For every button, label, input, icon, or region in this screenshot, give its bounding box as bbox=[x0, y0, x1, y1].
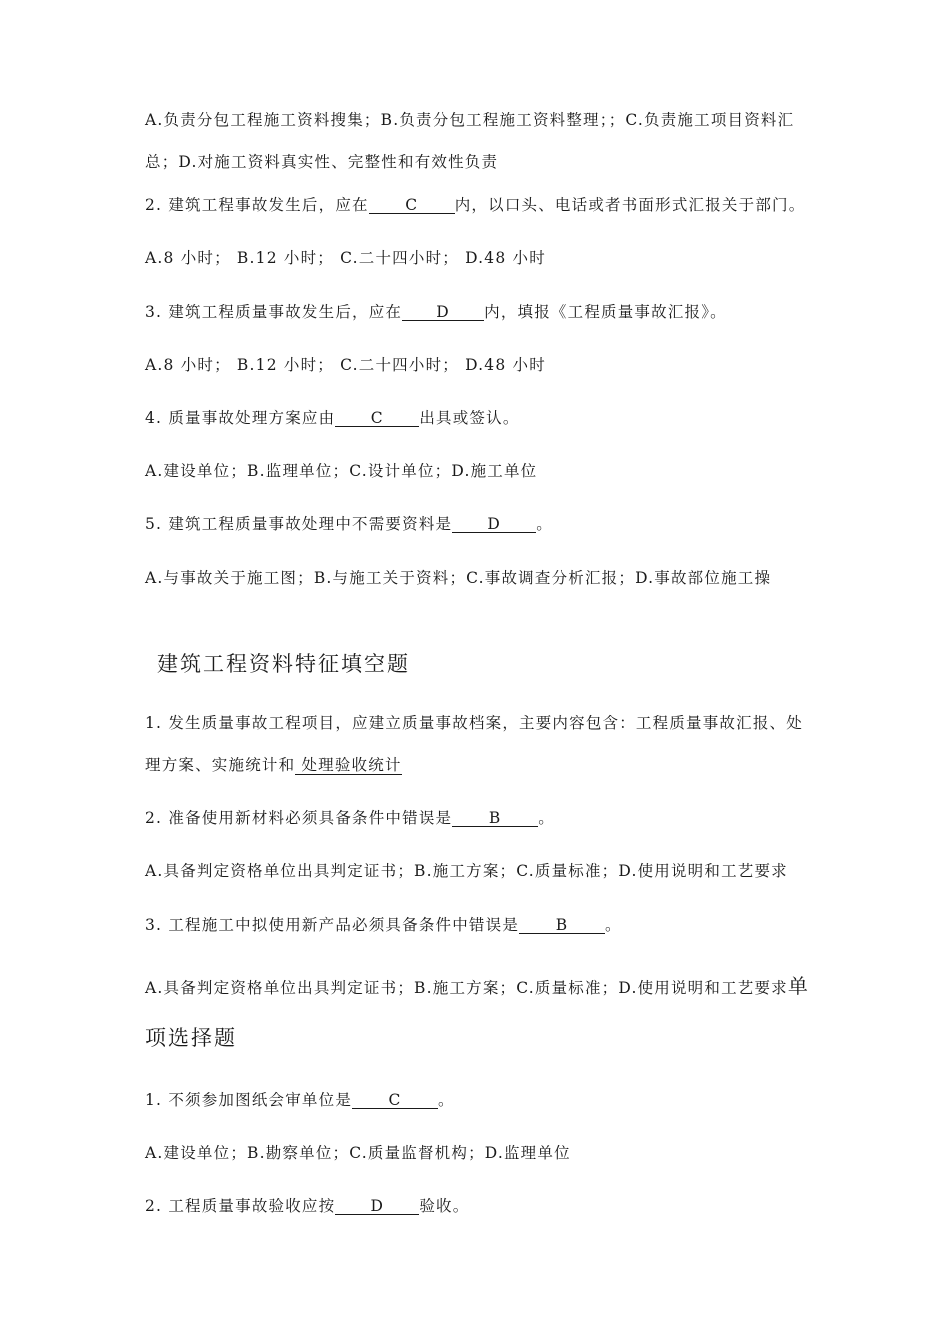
answer-blank: B bbox=[519, 917, 605, 934]
answer-blank: D bbox=[452, 516, 536, 533]
question-2-options: A.8 小时； B.12 小时； C.二十四小时； D.48 小时 bbox=[145, 249, 546, 267]
fill-question-1-line-1: 1. 发生质量事故工程项目，应建立质量事故档案，主要内容包含：工程质量事故汇报、处 bbox=[145, 714, 803, 732]
question-5: 5. 建筑工程质量事故处理中不需要资料是 D 。 bbox=[145, 515, 553, 533]
answer-underline: 处理验收统计 bbox=[295, 756, 402, 774]
choice-question-1-options: A.建设单位；B.勘察单位；C.质量监督机构；D.监理单位 bbox=[145, 1144, 571, 1162]
question-4-options: A.建设单位；B.监理单位；C.设计单位；D.施工单位 bbox=[145, 462, 538, 480]
choice-question-2: 2. 工程质量事故验收应按 D 验收。 bbox=[145, 1197, 470, 1215]
section-heading-single-choice: 项选择题 bbox=[145, 1026, 237, 1050]
option-line-2: 总；D.对施工资料真实性、完整性和有效性负责 bbox=[145, 153, 499, 171]
fill-question-2: 2. 准备使用新材料必须具备条件中错误是 B 。 bbox=[145, 809, 555, 827]
answer-blank: B bbox=[452, 810, 538, 827]
choice-question-1: 1. 不须参加图纸会审单位是 C 。 bbox=[145, 1091, 455, 1109]
question-5-options: A.与事故关于施工图；B.与施工关于资料；C.事故调查分析汇报；D.事故部位施工操 bbox=[145, 569, 772, 587]
answer-blank: C bbox=[369, 197, 455, 214]
section-heading-fill-blank: 建筑工程资料特征填空题 bbox=[157, 652, 410, 676]
answer-blank: C bbox=[335, 410, 419, 427]
option-line-1: A.负责分包工程施工资料搜集；B.负责分包工程施工资料整理；；C.负责施工项目资料汇 bbox=[145, 111, 795, 129]
fill-question-3: 3. 工程施工中拟使用新产品必须具备条件中错误是 B 。 bbox=[145, 916, 622, 934]
fill-question-2-options: A.具备判定资格单位出具判定证书；B.施工方案；C.质量标准；D.使用说明和工艺要求 bbox=[145, 862, 788, 880]
fill-question-1-line-2: 理方案、实施统计和 处理验收统计 bbox=[145, 756, 402, 774]
question-4: 4. 质量事故处理方案应由 C 出具或签认。 bbox=[145, 409, 520, 427]
question-3: 3. 建筑工程质量事故发生后，应在 D 内，填报《工程质量事故汇报》。 bbox=[145, 303, 727, 321]
fill-question-3-options: A.具备判定资格单位出具判定证书；B.施工方案；C.质量标准；D.使用说明和工艺要求单 bbox=[145, 974, 810, 998]
answer-blank: D bbox=[402, 304, 484, 321]
answer-blank: C bbox=[352, 1092, 438, 1109]
answer-blank: D bbox=[335, 1198, 419, 1215]
question-2: 2. 建筑工程事故发生后，应在 C 内，以口头、电话或者书面形式汇报关于部门。 bbox=[145, 196, 806, 214]
question-3-options: A.8 小时； B.12 小时； C.二十四小时； D.48 小时 bbox=[145, 356, 546, 374]
